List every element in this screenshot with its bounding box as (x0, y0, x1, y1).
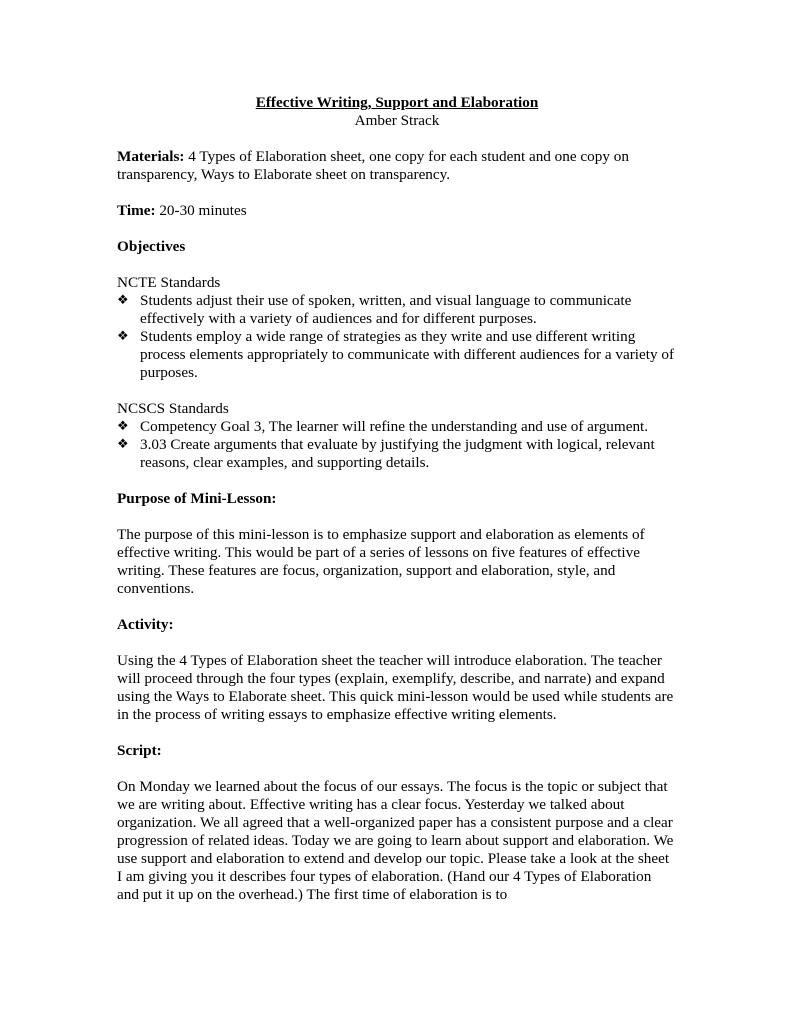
diamond-bullet-icon: ❖ (117, 329, 129, 344)
spacer (117, 184, 677, 202)
list-item-text: 3.03 Create arguments that evaluate by justifying the judgment with logical, relevant reasons, clear examples, and supporting details. (140, 436, 655, 471)
spacer (117, 760, 677, 778)
time-label: Time: (117, 202, 156, 219)
ncscs-standards-list (117, 418, 677, 472)
list-item (117, 436, 677, 472)
list-item (117, 292, 677, 328)
document-title: Effective Writing, Support and Elaboration (255, 94, 539, 111)
spacer (117, 724, 677, 742)
purpose-paragraph: The purpose of this mini-lesson is to emphasize support and elaboration as elements of effective writing. This would be part of a series of lessons on five features of effective writing. These features are focus, organization, support and elaboration, style, and conventions. (117, 526, 645, 597)
activity-paragraph: Using the 4 Types of Elaboration sheet the teacher will introduce elaboration. The teacher will proceed through the four types (explain, exemplify, describe, and narrate) and expand using the Ways to Elaborate sheet. This quick mini-lesson would be used while students are in the process of writing essays to emphasize effective writing elements. (117, 652, 674, 723)
spacer (117, 256, 677, 274)
list-item (117, 418, 677, 436)
spacer (117, 634, 677, 652)
list-item (117, 328, 677, 382)
time-text: 20-30 minutes (155, 202, 247, 219)
objectives-heading: Objectives (117, 238, 186, 255)
diamond-bullet-icon: ❖ (117, 419, 129, 434)
spacer (117, 220, 677, 238)
script-heading: Script: (117, 742, 162, 759)
materials-paragraph (117, 148, 677, 184)
list-item-text: Students adjust their use of spoken, written, and visual language to communicate effectively with a variety of audiences and for different purposes. (140, 292, 632, 327)
spacer (117, 472, 677, 490)
list-item-text: Students employ a wide range of strategies as they write and use different writing process elements appropriately to communicate with different audiences for a variety of purposes. (140, 328, 675, 381)
spacer (117, 382, 677, 400)
spacer (117, 508, 677, 526)
ncte-heading: NCTE Standards (117, 274, 221, 291)
purpose-heading: Purpose of Mini-Lesson: (117, 490, 277, 507)
spacer (117, 598, 677, 616)
activity-heading: Activity: (117, 616, 174, 633)
document-page (117, 94, 677, 904)
script-paragraph: On Monday we learned about the focus of our essays. The focus is the topic or subject that we are writing about. Effective writing has a clear focus. Yesterday we talked about organization. We all agreed that a well-organized paper has a consistent purpose and a clear progression of related ideas. Today we are going to learn about support and elaboration. We use support and elaboration to extend and develop our topic. Please take a look at the sheet I am giving you it describes four types of elaboration. (Hand our 4 Types of Elaboration and put it up on the overhead.) The first time of elaboration is to (117, 778, 674, 903)
ncscs-heading: NCSCS Standards (117, 400, 229, 417)
materials-label: Materials: (117, 148, 185, 165)
spacer (117, 130, 677, 148)
list-item-text: Competency Goal 3, The learner will refine the understanding and use of argument. (140, 418, 649, 435)
author-name: Amber Strack (354, 112, 440, 129)
ncte-standards-list (117, 292, 677, 382)
diamond-bullet-icon: ❖ (117, 293, 129, 308)
materials-text: 4 Types of Elaboration sheet, one copy for each student and one copy on transparency, Ways to Elaborate sheet on transparency. (117, 148, 629, 183)
diamond-bullet-icon: ❖ (117, 437, 129, 452)
time-paragraph (117, 202, 677, 220)
